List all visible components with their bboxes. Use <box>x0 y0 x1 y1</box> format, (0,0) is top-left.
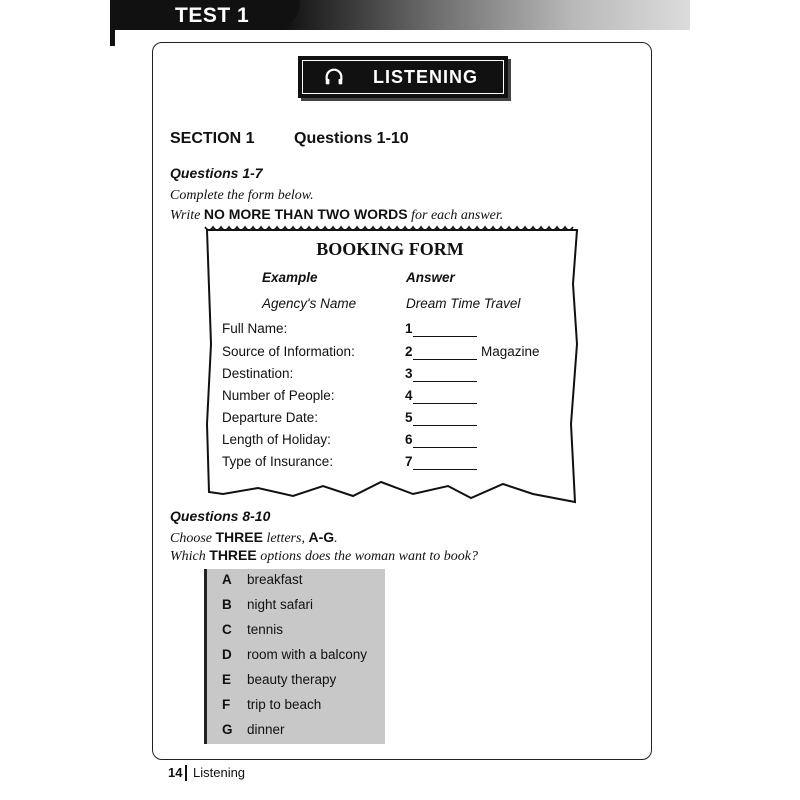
field-number: 2 <box>405 344 413 359</box>
questions-1-7-heading: Questions 1-7 <box>170 165 263 181</box>
section-questions: Questions 1-10 <box>294 130 409 147</box>
field-number: 4 <box>405 388 413 403</box>
listening-banner <box>298 56 508 98</box>
answer-blank-1[interactable] <box>413 336 477 337</box>
option-letter[interactable]: B <box>222 597 232 612</box>
instruction-text: . <box>334 531 338 546</box>
field-number: 6 <box>405 432 413 447</box>
listening-banner-inner <box>302 60 504 94</box>
field-number: 3 <box>405 366 413 381</box>
questions-8-10-heading: Questions 8-10 <box>170 508 271 524</box>
choose-instruction <box>170 529 338 547</box>
option-text[interactable]: beauty therapy <box>247 672 337 687</box>
instruction-emphasis: A-G <box>308 529 335 545</box>
answer-blank-6[interactable] <box>413 447 477 448</box>
option-letter[interactable]: C <box>222 622 232 637</box>
instruction-line-1: Complete the form below. <box>170 188 314 203</box>
field-label-length: Length of Holiday: <box>222 432 331 447</box>
instruction-text: Which <box>170 549 210 564</box>
which-instruction <box>170 547 478 565</box>
field-number: 7 <box>405 454 413 469</box>
footer-divider <box>185 765 187 781</box>
option-letter[interactable]: F <box>222 697 231 712</box>
answer-blank-7[interactable] <box>413 469 477 470</box>
option-text[interactable]: dinner <box>247 722 285 737</box>
field-label-destination: Destination: <box>222 366 294 381</box>
test-title: TEST 1 <box>175 4 250 27</box>
instruction-emphasis: THREE <box>209 547 257 563</box>
booking-form-title: BOOKING FORM <box>316 239 464 259</box>
option-text[interactable]: breakfast <box>247 572 303 587</box>
instruction-text: Choose <box>170 531 216 546</box>
section-label: SECTION 1 <box>170 130 255 147</box>
instruction-text: Write <box>170 208 204 223</box>
option-letter[interactable]: D <box>222 647 232 662</box>
option-letter[interactable]: G <box>222 722 233 737</box>
field-label-full-name: Full Name: <box>222 321 288 336</box>
option-text[interactable]: tennis <box>247 622 284 637</box>
option-text[interactable]: room with a balcony <box>247 647 368 662</box>
instruction-emphasis: NO MORE THAN TWO WORDS <box>203 206 408 222</box>
page-number: 14 <box>168 765 183 780</box>
option-text[interactable]: night safari <box>247 597 314 612</box>
instruction-line-2 <box>170 206 503 224</box>
option-letter[interactable]: A <box>222 572 232 587</box>
example-label: Agency's Name <box>262 296 357 311</box>
field-label-departure: Departure Date: <box>222 410 319 425</box>
option-text[interactable]: trip to beach <box>247 697 322 712</box>
field-suffix: Magazine <box>481 344 540 359</box>
example-header: Example <box>262 270 318 285</box>
answer-blank-2[interactable] <box>413 359 477 360</box>
field-number: 1 <box>405 321 413 336</box>
listening-title: LISTENING <box>373 66 479 87</box>
field-label-insurance: Type of Insurance: <box>222 454 334 469</box>
instruction-text: options does the woman want to book? <box>256 549 478 564</box>
footer-section-name: Listening <box>193 765 246 780</box>
option-letter[interactable]: E <box>222 672 232 687</box>
example-answer: Dream Time Travel <box>406 296 521 311</box>
field-label-people: Number of People: <box>222 388 335 403</box>
answer-blank-5[interactable] <box>413 425 477 426</box>
answer-header: Answer <box>406 270 455 285</box>
field-number: 5 <box>405 410 413 425</box>
header-tick <box>110 30 115 46</box>
instruction-text: letters, <box>262 531 309 546</box>
instruction-text: for each answer. <box>407 208 504 223</box>
headphones-icon <box>323 66 345 88</box>
answer-blank-3[interactable] <box>413 381 477 382</box>
answer-blank-4[interactable] <box>413 403 477 404</box>
instruction-emphasis: THREE <box>215 529 263 545</box>
field-label-source: Source of Information: <box>222 344 355 359</box>
